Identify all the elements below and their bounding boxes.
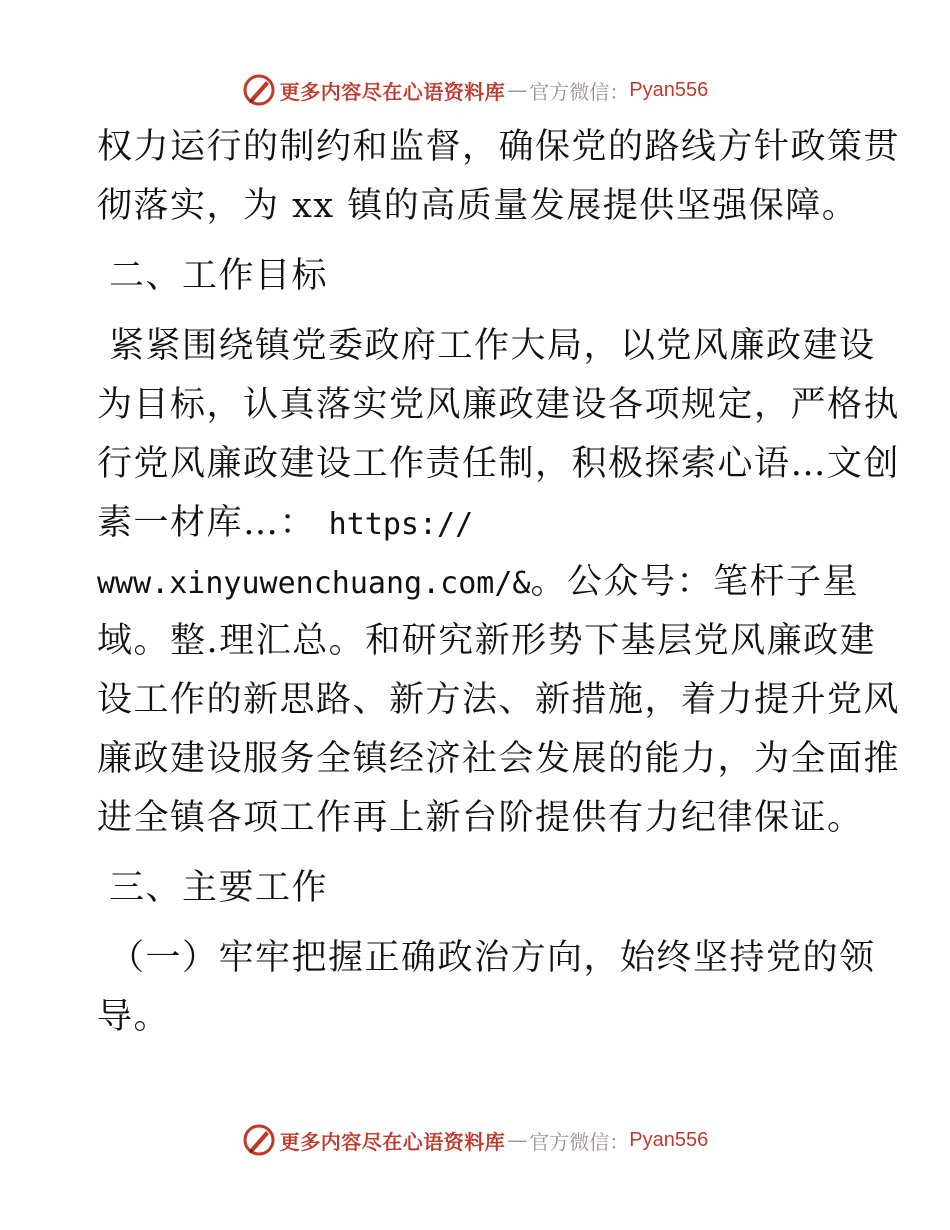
pen-logo-icon: [242, 73, 276, 107]
paragraph-line: 域。整.理汇总。和研究新形势下基层党风廉政建: [97, 621, 877, 661]
section-heading-goals: 二、工作目标: [109, 256, 329, 296]
footer-dash: —: [507, 1128, 528, 1152]
header-wechat-label: 官方微信：: [529, 79, 630, 104]
pen-logo-icon: [242, 1123, 276, 1157]
paragraph-line: 紧紧围绕镇党委政府工作大局，以党风廉政建设: [109, 326, 876, 366]
url-link[interactable]: www.xinyuwenchuang.com/&: [97, 566, 531, 601]
paragraph-line: 彻落实，为 xx 镇的高质量发展提供坚强保障。: [97, 186, 859, 226]
paragraph-line: 廉政建设服务全镇经济社会发展的能力，为全面推: [97, 739, 901, 779]
footer-site-name: 更多内容尽在心语资料库: [279, 1129, 506, 1154]
header-wechat-id: Pyan556: [629, 78, 709, 101]
footer-banner[interactable]: [0, 1120, 950, 1160]
paragraph-line: （一）牢牢把握正确政治方向，始终坚持党的领: [109, 938, 876, 978]
paragraph-text: 。公众号：笔杆子星: [530, 562, 859, 602]
document-body: [97, 118, 901, 1047]
header-site-name: 更多内容尽在心语资料库: [279, 79, 506, 104]
footer-wechat-label: 官方微信：: [529, 1129, 630, 1154]
paragraph-line: 行党风廉政建设工作责任制，积极探索心语…文创: [97, 444, 901, 484]
paragraph-line: 进全镇各项工作再上新台阶提供有力纪律保证。: [97, 798, 864, 838]
header-banner[interactable]: [0, 70, 950, 110]
footer-wechat-id: Pyan556: [629, 1128, 709, 1151]
section-heading-main-work: 三、主要工作: [109, 868, 329, 908]
paragraph-line: 权力运行的制约和监督，确保党的路线方针政策贯: [97, 127, 901, 167]
url-link-part[interactable]: https://: [328, 507, 474, 542]
paragraph-line: [97, 553, 857, 612]
paragraph-line: 导。: [97, 997, 171, 1037]
paragraph-line: [97, 494, 857, 553]
paragraph-line: 设工作的新思路、新方法、新措施，着力提升党风: [97, 680, 901, 720]
header-dash: —: [507, 78, 528, 102]
paragraph-text: 素一材库…：: [97, 503, 317, 543]
paragraph-line: 为目标，认真落实党风廉政建设各项规定，严格执: [97, 385, 901, 425]
